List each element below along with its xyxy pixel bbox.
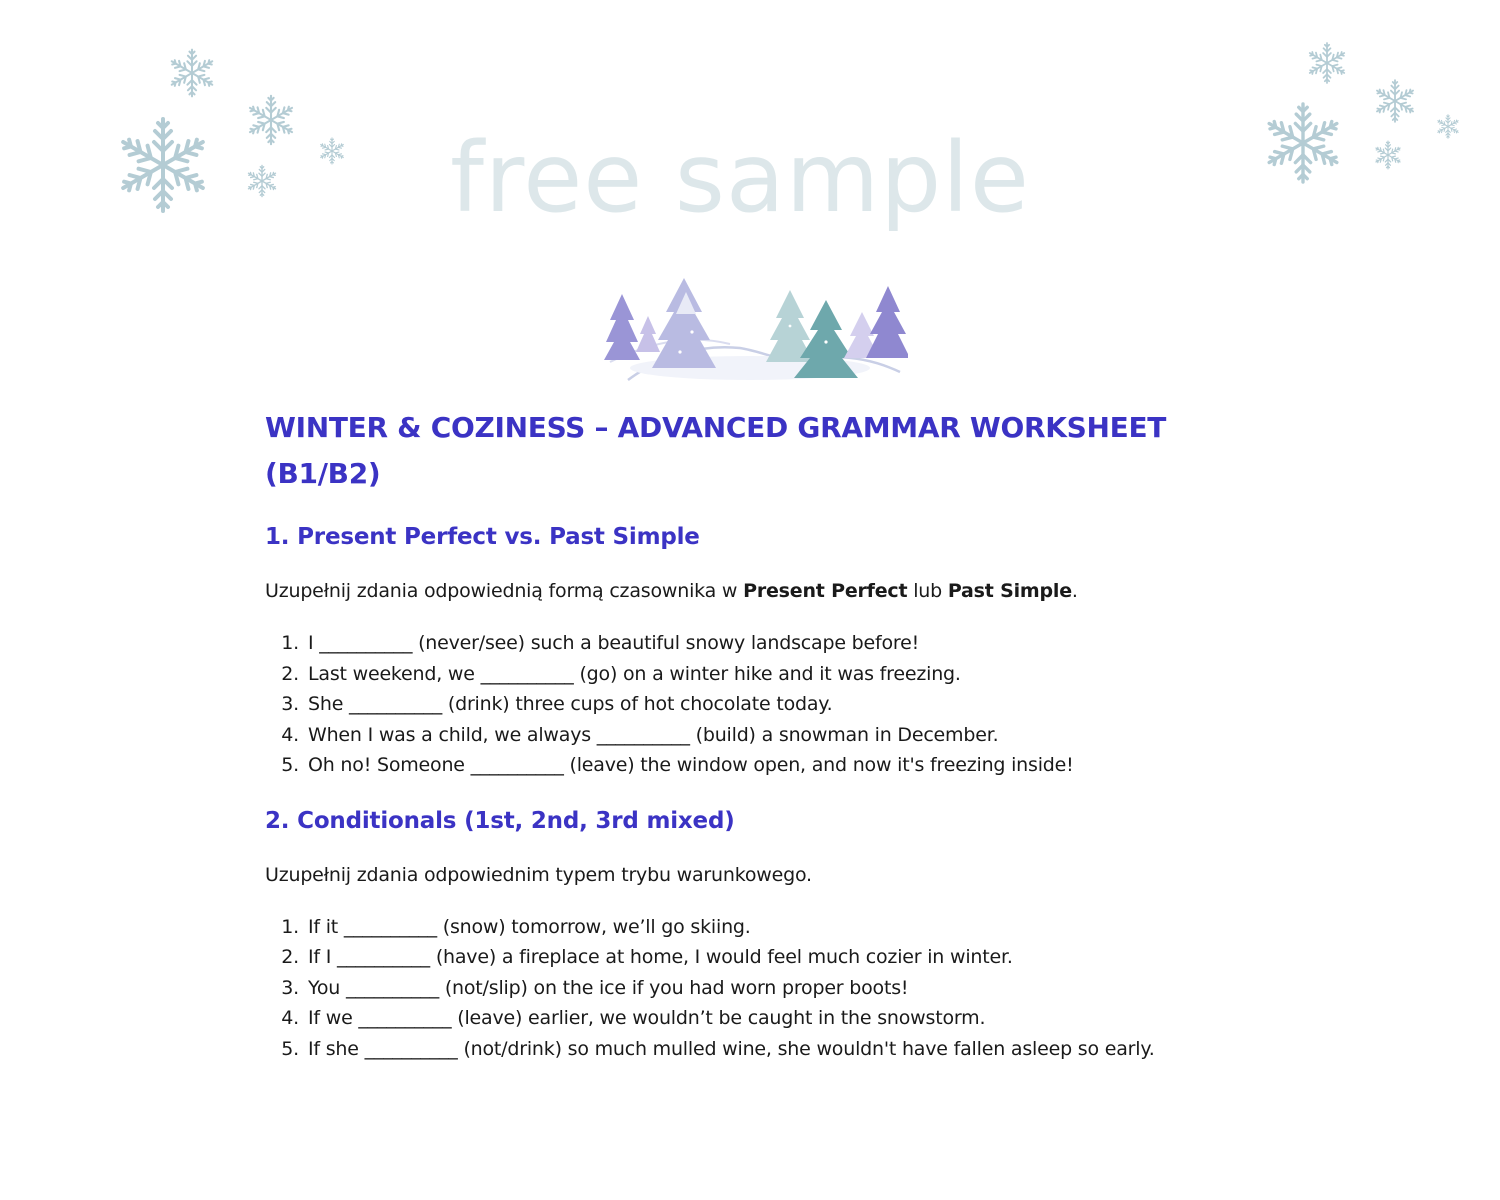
- snowflake-icon: [1370, 77, 1420, 125]
- item-text: She __________ (drink) three cups of hot chocolate today.: [308, 693, 833, 715]
- item-text: I __________ (never/see) such a beautiful snowy landscape before!: [308, 632, 920, 654]
- item-text: You __________ (not/slip) on the ice if you had worn proper boots!: [308, 976, 909, 999]
- item-number: 2.: [281, 946, 299, 968]
- item-text: Oh no! Someone __________ (leave) the window open, and now it's freezing inside!: [308, 754, 1074, 776]
- item-number: 4.: [281, 1007, 299, 1029]
- item-number: 5.: [281, 1037, 299, 1060]
- page-title: WINTER & COZINESS – ADVANCED GRAMMAR WORKSHEET (B1/B2): [265, 411, 1167, 490]
- snowflake-icon: [1303, 40, 1351, 86]
- snowflake-icon: [242, 92, 300, 148]
- exercise-list: [265, 912, 1265, 1065]
- winter-trees-illustration: [600, 272, 908, 382]
- section-title: 1. Present Perfect vs. Past Simple: [265, 524, 700, 550]
- item-number: 3.: [281, 976, 299, 999]
- list-item: [265, 720, 1265, 751]
- list-item: [265, 628, 1265, 659]
- section-title: 2. Conditionals (1st, 2nd, 3rd mixed): [265, 807, 735, 834]
- item-text: If she __________ (not/drink) so much mulled wine, she wouldn't have fallen asleep so early.: [308, 1037, 1155, 1060]
- item-number: 4.: [281, 723, 299, 746]
- snowflake-icon: [164, 46, 220, 100]
- snowflake-icon: [108, 112, 218, 218]
- instruction-bold-tense: Past Simple: [947, 580, 1072, 602]
- snowflake-icon: [316, 136, 348, 166]
- item-number: 3.: [281, 693, 299, 715]
- item-text: Last weekend, we __________ (go) on a winter hike and it was freezing.: [308, 662, 961, 685]
- list-item: [265, 942, 1265, 973]
- instruction-text: .: [1071, 580, 1078, 602]
- snowflake-icon: [1256, 98, 1350, 188]
- exercise-list: [265, 628, 1265, 781]
- list-item: [265, 659, 1265, 690]
- item-number: 5.: [281, 754, 299, 776]
- instruction-text: lub: [907, 580, 948, 602]
- list-item: [265, 689, 1265, 720]
- item-text: When I was a child, we always __________ (build) a snowman in December.: [308, 723, 999, 746]
- item-text: If we __________ (leave) earlier, we wouldn’t be caught in the snowstorm.: [308, 1007, 986, 1029]
- list-item: [265, 973, 1265, 1004]
- item-number: 2.: [281, 662, 299, 685]
- instruction-bold-tense: Present Perfect: [743, 580, 908, 602]
- section-instruction: Uzupełnij zdania odpowiednim typem trybu warunkowego.: [265, 863, 812, 886]
- item-text: If I __________ (have) a fireplace at home, I would feel much cozier in winter.: [308, 946, 1013, 968]
- instruction-text: Uzupełnij zdania odpowiednią formą czasownika w: [265, 580, 744, 602]
- item-number: 1.: [281, 632, 299, 654]
- item-text: If it __________ (snow) tomorrow, we’ll go skiing.: [308, 915, 751, 938]
- list-item: [265, 1034, 1265, 1065]
- list-item: [265, 1003, 1265, 1034]
- list-item: [265, 750, 1265, 781]
- worksheet: [265, 405, 1265, 1064]
- snowflake-icon: [1371, 139, 1405, 171]
- list-item: [265, 912, 1265, 943]
- snowflake-icon: [1434, 113, 1462, 140]
- section-instruction: [265, 578, 1265, 604]
- item-number: 1.: [281, 915, 299, 938]
- watermark-text: free sample: [450, 122, 1030, 234]
- snowflake-icon: [243, 163, 281, 199]
